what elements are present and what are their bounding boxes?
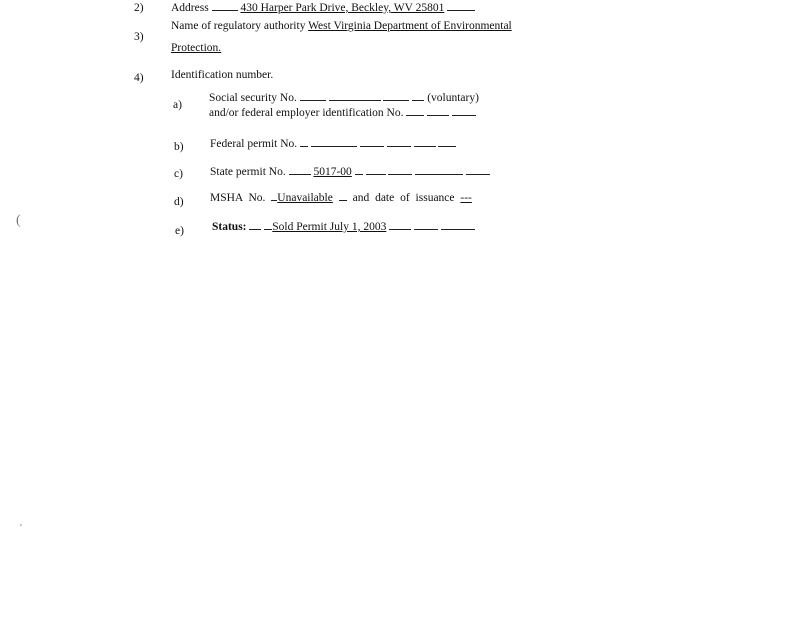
blank-line [466, 165, 490, 175]
address-label: Address [171, 2, 209, 14]
voluntary-note: (voluntary) [427, 92, 479, 104]
regulatory-authority-value: West Virginia Department of Environmental [308, 20, 512, 32]
sub-a-letter: a) [173, 99, 182, 111]
blank-line [366, 165, 386, 175]
item-2-row [171, 1, 475, 15]
sub-c-letter: c) [174, 168, 183, 180]
status-row [212, 220, 475, 234]
blank-line [329, 91, 381, 101]
blank-line [412, 91, 424, 101]
regulatory-authority-value-continued: Protection. [171, 42, 222, 54]
msha-value: Unavailable [277, 192, 333, 204]
status-label: Status: [212, 221, 247, 233]
blank-line [311, 137, 357, 147]
item-3-row [171, 20, 512, 33]
state-permit-label: State permit No. [210, 166, 286, 178]
blank-line [355, 165, 363, 175]
blank-line [414, 220, 438, 230]
address-value: 430 Harper Park Drive, Beckley, WV 25801 [240, 2, 445, 14]
item-2-number: 2) [134, 2, 144, 14]
blank-line [212, 1, 238, 11]
blank-line [383, 91, 409, 101]
msha-row [210, 191, 472, 205]
sub-b-letter: b) [174, 141, 184, 153]
federal-permit-row [210, 137, 456, 151]
item-4-number: 4) [134, 72, 144, 84]
blank-line [406, 106, 424, 116]
fein-label: and/or federal employer identification No. [209, 107, 404, 119]
ssn-label: Social security No. [209, 92, 297, 104]
blank-line [339, 191, 347, 201]
issuance-date-label: and date of issuance [352, 192, 455, 204]
msha-label: MSHA No. [210, 192, 266, 204]
blank-line [447, 1, 475, 11]
blank-line [300, 91, 326, 101]
blank-line [289, 165, 311, 175]
sub-d-letter: d) [174, 196, 184, 208]
hole-punch-mark: ( [16, 213, 21, 228]
ssn-row [209, 91, 479, 105]
sub-e-letter: e) [175, 225, 184, 237]
blank-line [300, 137, 308, 147]
identification-number-heading: Identification number. [171, 69, 274, 81]
blank-line [388, 165, 412, 175]
state-permit-value: 5017-00 [313, 166, 352, 178]
state-permit-row [210, 165, 490, 179]
blank-line [387, 137, 411, 147]
federal-permit-label: Federal permit No. [210, 138, 298, 150]
blank-line [427, 106, 449, 116]
blank-line [415, 165, 463, 175]
scan-speck: ′ [20, 523, 23, 534]
blank-line [249, 220, 261, 230]
issuance-date-value: --- [460, 192, 472, 204]
blank-line [441, 220, 475, 230]
blank-line [452, 106, 476, 116]
blank-line [438, 137, 456, 147]
blank-line [389, 220, 411, 230]
blank-line [414, 137, 436, 147]
regulatory-authority-label: Name of regulatory authority [171, 20, 306, 32]
fein-row [209, 106, 476, 120]
blank-line [360, 137, 384, 147]
status-value: Sold Permit July 1, 2003 [272, 221, 387, 233]
item-3-number: 3) [134, 31, 144, 43]
